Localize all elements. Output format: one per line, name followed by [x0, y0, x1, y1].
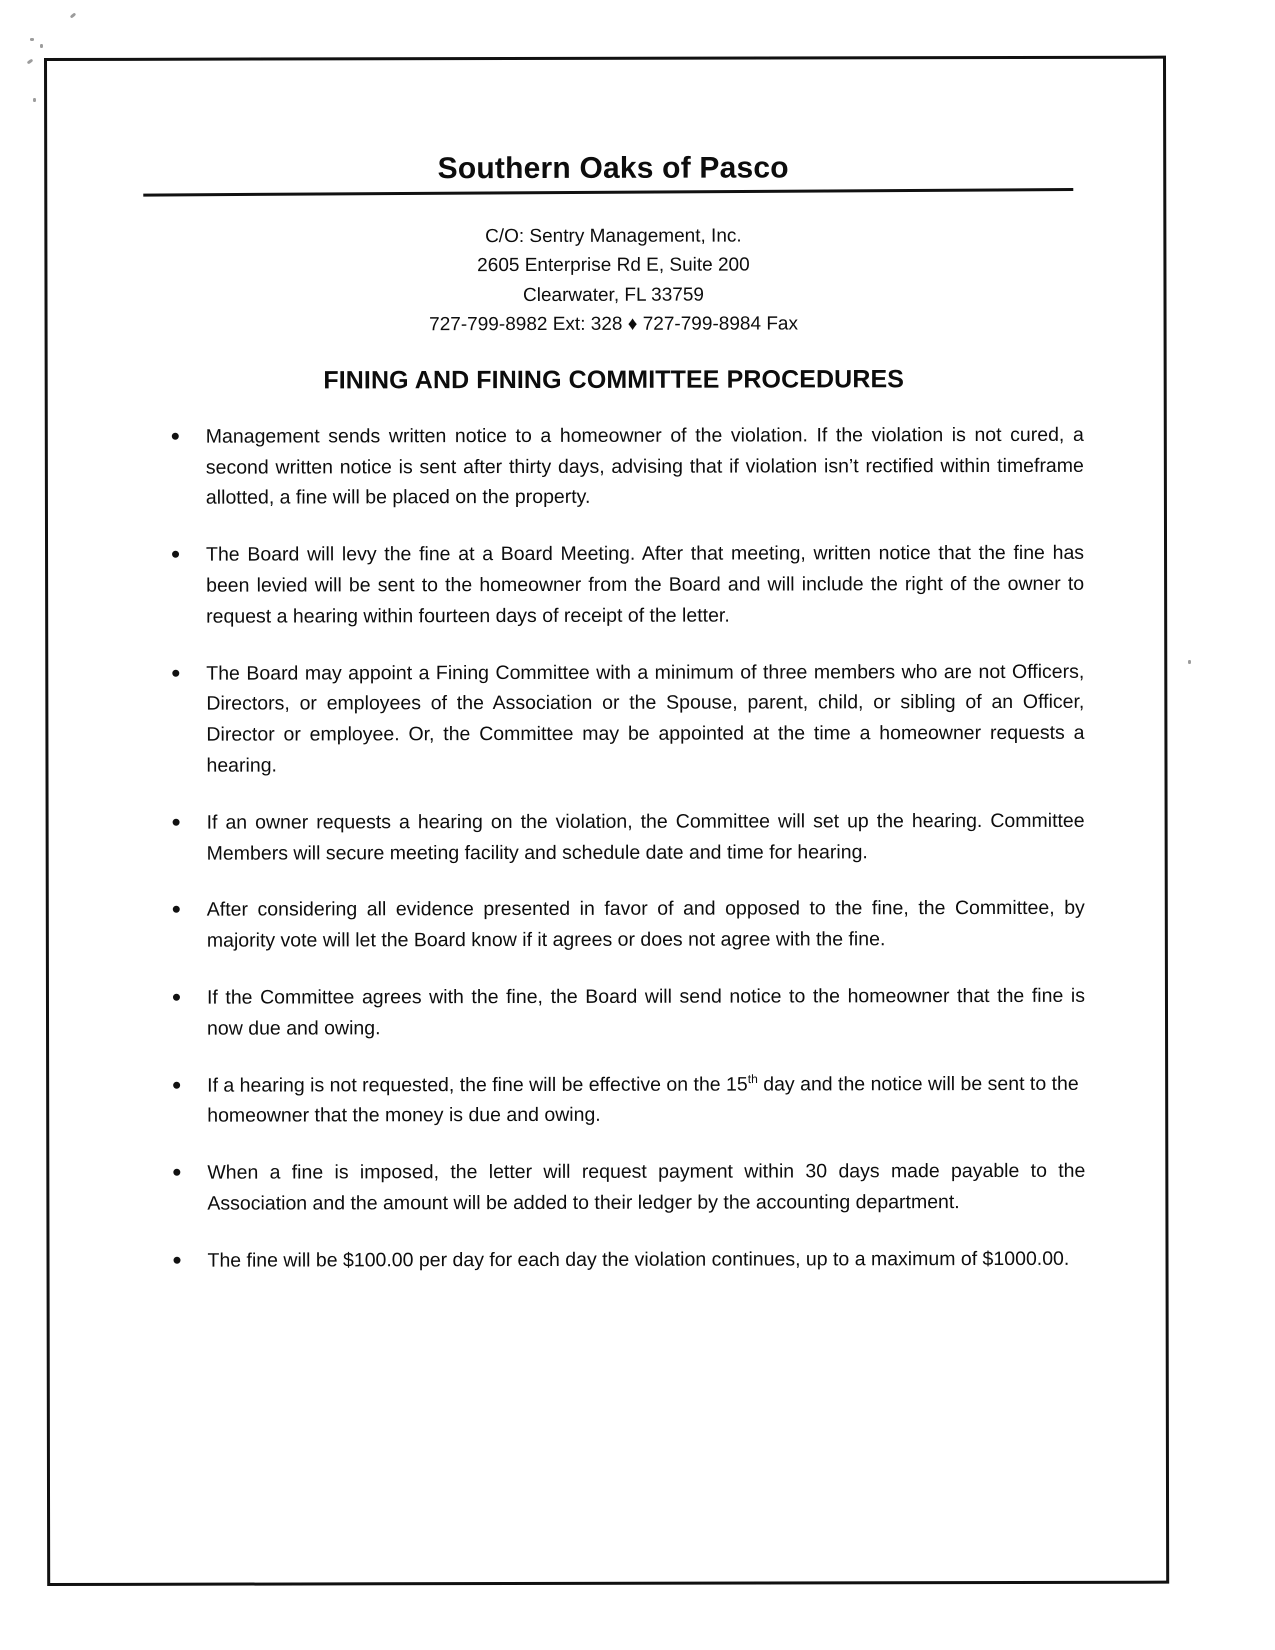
bullet-text-before-superscript: If a hearing is not requested, the fine will be effective on the 15: [207, 1073, 748, 1097]
address-line-street: 2605 Enterprise Rd E, Suite 200: [477, 254, 750, 277]
bullet-text: When a fine is imposed, the letter will request payment within 30 days made payable to the Association and the amount will be added to their ledger by the accounting department.: [207, 1159, 1086, 1215]
bullet-notice-of-violation: [144, 420, 1084, 514]
bullet-text-with-superscript: [207, 1068, 1085, 1131]
scan-speck: [33, 98, 36, 102]
bullet-no-hearing-requested: [145, 1068, 1085, 1132]
bullet-dot-icon: [173, 994, 180, 1001]
address-line-company: C/O: Sentry Management, Inc.: [485, 225, 742, 248]
bullet-dot-icon: [172, 551, 179, 558]
ordinal-superscript: th: [747, 1071, 758, 1086]
bullet-fine-amount: [145, 1244, 1085, 1277]
bullet-committee-agrees: [145, 981, 1085, 1045]
bullet-text: The Board may appoint a Fining Committee with a minimum of three members who are not Officers, Directors, or employees of the Association or the Spouse, parent, child, or sibling of an Officer, Director or employee. Or, the Committee may be appointed at the time a homeowner requests a hearing.: [206, 660, 1085, 777]
scan-speck: [70, 12, 77, 18]
bullet-text: After considering all evidence presented in favor of and opposed to the fine, the Committee, by majority vote will let the Board know if it agrees or does not agree with the fine.: [206, 897, 1085, 952]
address-block: [143, 221, 1083, 341]
bullet-board-levies-fine: [144, 538, 1084, 632]
bullet-text: Management sends written notice to a homeowner of the violation. If the violation is not cured, a second written notice is sent after thirty days, advising that if violation isn’t rectified within timeframe allotted, a fine will be placed on the property.: [205, 423, 1084, 510]
bullet-dot-icon: [172, 669, 179, 676]
bullet-fining-committee-appointment: [144, 656, 1084, 781]
organization-title: Southern Oaks of Pasco: [437, 151, 789, 186]
bullet-dot-icon: [173, 1169, 180, 1176]
bullet-text: The Board will levy the fine at a Board Meeting. After that meeting, written notice that the fine has been levied will be sent to the homeowner from the Board and will include the right of the owner to request a hearing within fourteen days of receipt of the letter.: [206, 541, 1085, 628]
scan-speck: [30, 38, 34, 41]
scan-speck: [40, 44, 43, 48]
bullet-dot-icon: [173, 906, 180, 913]
bullet-text: The fine will be $100.00 per day for each day the violation continues, up to a maximum of $1000.00.: [207, 1247, 1070, 1272]
bullet-text: If the Committee agrees with the fine, the Board will send notice to the homeowner that the fine is now due and owing.: [206, 984, 1085, 1040]
scan-speck: [27, 59, 34, 65]
bullet-dot-icon: [172, 432, 179, 439]
bullet-payment-30-days: [145, 1156, 1085, 1220]
address-line-city: Clearwater, FL 33759: [522, 284, 705, 306]
bullet-hearing-setup: [145, 806, 1085, 870]
bullet-dot-icon: [174, 1256, 181, 1263]
bullet-committee-vote: [145, 893, 1085, 957]
page-border-frame: [44, 56, 1169, 1586]
procedures-list: [144, 420, 1086, 1277]
bullet-dot-icon: [173, 1081, 180, 1088]
bullet-text-after-superscript: day and the notice will be sent to the homeowner that the money is due and owing.: [207, 1072, 1079, 1127]
document-body: [143, 151, 1085, 1302]
header-divider-rule: [143, 188, 1073, 197]
address-line-phone: 727-799-8982 Ext: 328 ♦ 727-799-8984 Fax: [429, 313, 799, 336]
bullet-text: If an owner requests a hearing on the violation, the Committee will set up the hearing. Committee Members will secure meeting facility and schedule date and time for hearing.: [206, 809, 1085, 865]
document-title: FINING AND FINING COMMITTEE PROCEDURES: [323, 364, 905, 395]
scan-speck: [1188, 660, 1191, 664]
bullet-dot-icon: [173, 818, 180, 825]
